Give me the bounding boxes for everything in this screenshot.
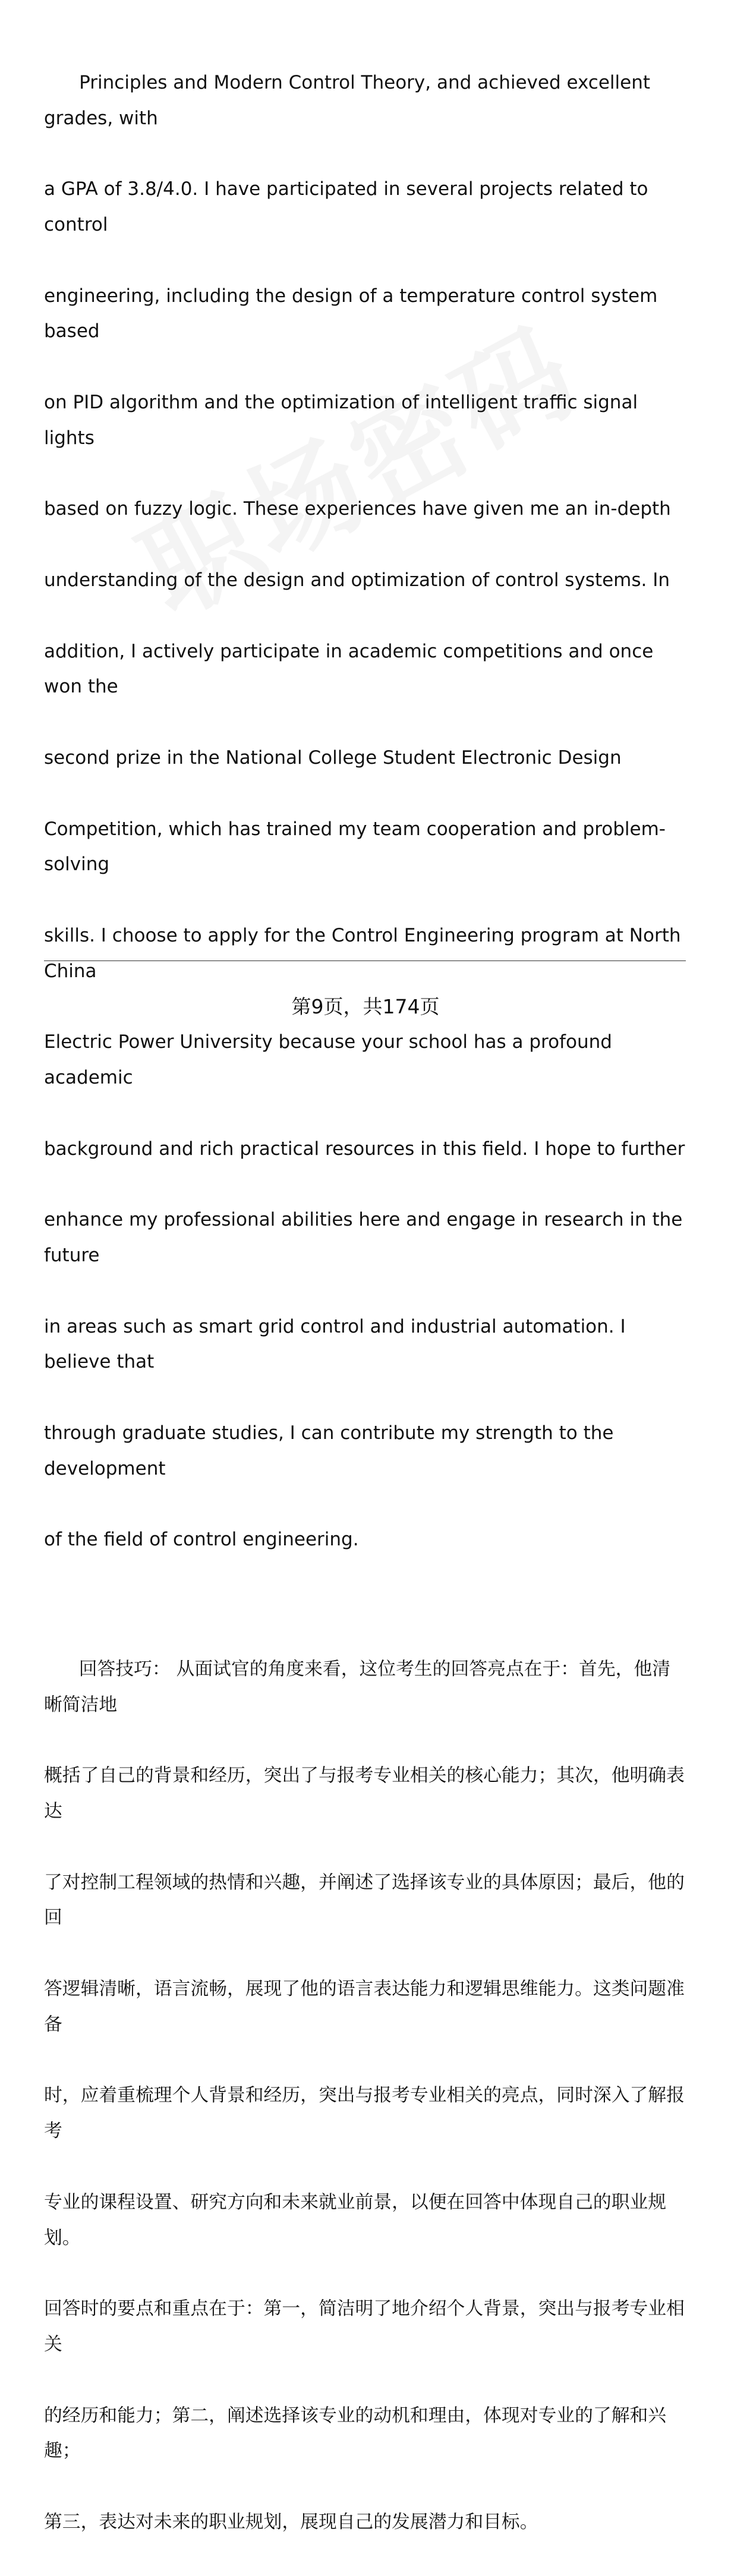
- text-line: based on fuzzy logic. These experiences have given me an in-depth: [44, 498, 671, 520]
- text-line: 回答时的要点和重点在于：第一，简洁明了地介绍个人背景，突出与报考专业相关: [44, 2298, 685, 2355]
- text-line: 概括了自己的背景和经历，突出了与报考专业相关的核心能力；其次，他明确表达: [44, 1765, 685, 1822]
- text-line: on PID algorithm and the optimization of intelligent traffic signal lights: [44, 391, 644, 449]
- page-number: 第9页，共174页: [291, 995, 440, 1018]
- text-line: Electric Power University because your school has a profound academic: [44, 1031, 618, 1089]
- text-line: in areas such as smart grid control and industrial automation. I believe that: [44, 1315, 632, 1373]
- text-line: 了对控制工程领域的热情和兴趣，并阐述了选择该专业的具体原因；最后，他的回: [44, 1871, 685, 1929]
- text-line: Competition, which has trained my team cooperation and problem-solving: [44, 818, 666, 876]
- text-line: through graduate studies, I can contribute my strength to the development: [44, 1422, 620, 1479]
- text-line: 专业的课程设置、研究方向和未来就业前景，以便在回答中体现自己的职业规划。: [44, 2191, 667, 2249]
- text-line: 时，应着重梳理个人背景和经历，突出与报考专业相关的亮点，同时深入了解报考: [44, 2084, 685, 2142]
- text-line: enhance my professional abilities here and engage in research in the future: [44, 1209, 689, 1267]
- answer-english-paragraph: [44, 30, 689, 1594]
- text-line: 答逻辑清晰，语言流畅，展现了他的语言表达能力和逻辑思维能力。这类问题准备: [44, 1978, 685, 2035]
- text-line: understanding of the design and optimization of control systems. In: [44, 569, 670, 591]
- text-line: skills. I choose to apply for the Control Engineering program at North China: [44, 924, 687, 982]
- text-line: second prize in the National College Student Electronic Design: [44, 747, 622, 769]
- text-line: addition, I actively participate in academic competitions and once won the: [44, 640, 660, 698]
- text-line: background and rich practical resources in this field. I hope to further: [44, 1138, 685, 1160]
- page-content: [44, 30, 689, 2576]
- text-line: 回答技巧： 从面试官的角度来看，这位考生的回答亮点在于：首先，他清晰简洁地: [44, 1658, 671, 1715]
- text-line: engineering, including the design of a temperature control system based: [44, 285, 664, 342]
- text-line: a GPA of 3.8/4.0. I have participated in several projects related to control: [44, 178, 654, 235]
- text-line: 第三，表达对未来的职业规划，展现自己的发展潜力和目标。: [44, 2511, 538, 2533]
- text-line: 的经历和能力；第二，阐述选择该专业的动机和理由，体现对专业的了解和兴趣；: [44, 2404, 667, 2462]
- text-line: of the field of control engineering.: [44, 1529, 359, 1551]
- answer-tips-paragraph: [44, 1616, 686, 2576]
- text-line: Principles and Modern Control Theory, and achieved excellent grades, with: [44, 71, 656, 129]
